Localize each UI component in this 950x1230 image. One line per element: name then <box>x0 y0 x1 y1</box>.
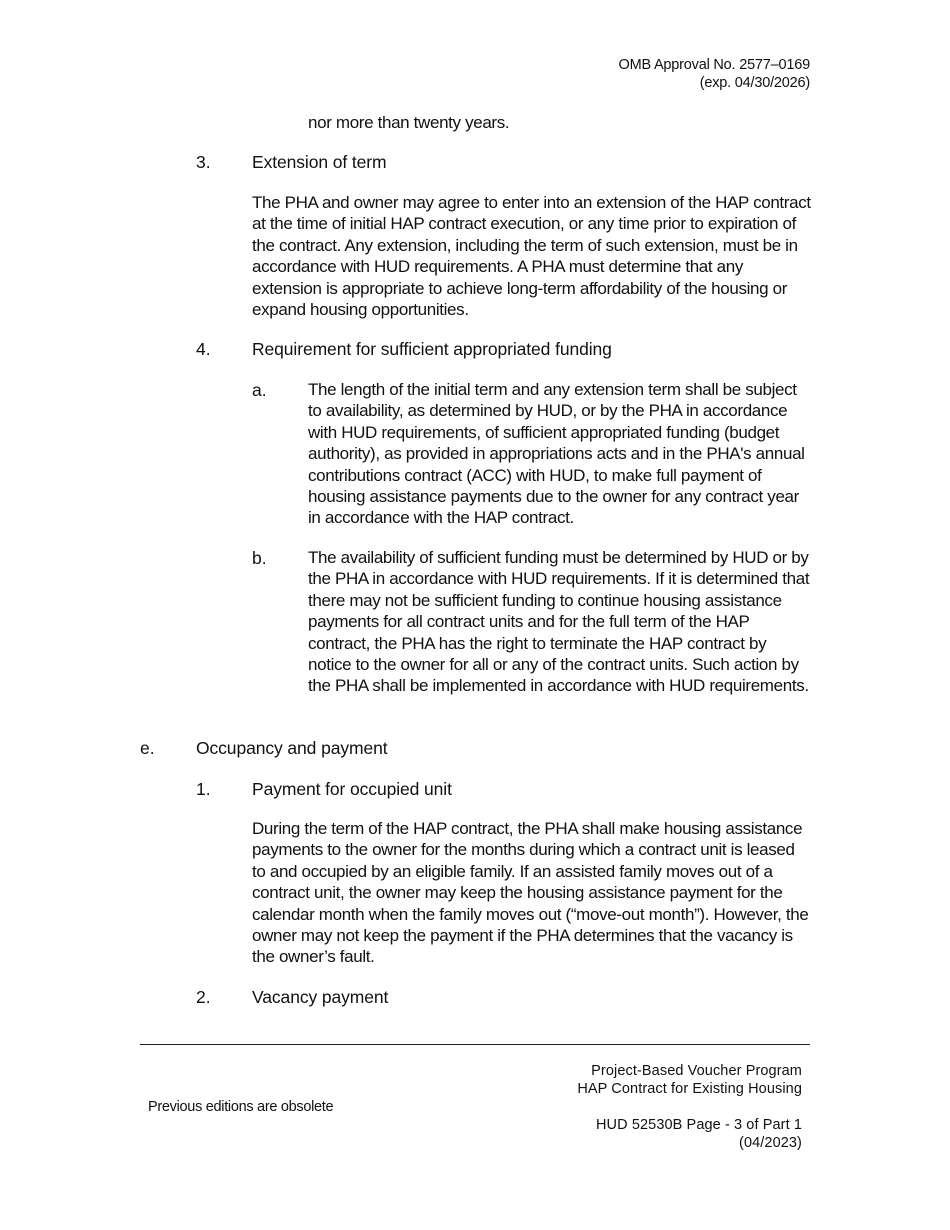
section-e-title: Occupancy and payment <box>196 738 388 758</box>
omb-approval-number: OMB Approval No. 2577–0169 <box>618 57 810 73</box>
item-4-title: Requirement for sufficient appropriated funding <box>252 339 612 359</box>
footer-obsolete-note: Previous editions are obsolete <box>148 1099 334 1115</box>
section-e-item-2-number: 2. <box>196 987 211 1007</box>
continuation-text: nor more than twenty years. <box>308 113 510 132</box>
footer-divider <box>140 1044 810 1045</box>
item-4b-paragraph: The availability of sufficient funding must be determined by HUD or by the PHA in accordance with HUD requirements. If it is determined that there may not be sufficient funding to continue housing assistance payments for all contract units and for the full term of the HAP contract, the PHA has the right to terminate the HAP contract by notice to the owner for all or any of the contract units. Such action by the PHA shall be implemented in accordance with HUD requirements. <box>308 548 810 696</box>
footer-contract-type: HAP Contract for Existing Housing <box>577 1081 802 1097</box>
section-e-item-2-title: Vacancy payment <box>252 987 389 1007</box>
section-e-item-1-number: 1. <box>196 779 211 799</box>
item-4a-marker: a. <box>252 380 267 400</box>
omb-approval-block <box>619 56 811 92</box>
footer-form-block <box>596 1116 802 1152</box>
section-e-marker: e. <box>140 738 155 758</box>
item-4-number: 4. <box>196 339 211 359</box>
section-e-item-1-title: Payment for occupied unit <box>252 779 452 799</box>
item-3-title: Extension of term <box>252 152 387 172</box>
item-3-paragraph: The PHA and owner may agree to enter into an extension of the HAP contract at the time of initial HAP contract execution, or any time prior to expiration of the contract. Any extension, including the term of such extension, must be in accordance with HUD requirements. A PHA must determine that any extension is appropriate to achieve long-term affordability of the housing or expand housing opportunities. <box>252 193 811 320</box>
item-4b-marker: b. <box>252 548 267 568</box>
footer-form-date: (04/2023) <box>739 1135 802 1151</box>
footer-form-page: HUD 52530B Page - 3 of Part 1 <box>595 1117 802 1133</box>
section-e-item-1-paragraph: During the term of the HAP contract, the PHA shall make housing assistance payments to the owner for the months during which a contract unit is leased to and occupied by an eligible family. If an assisted family moves out of a contract unit, the owner may keep the housing assistance payment for the calendar month when the family moves out (“move-out month”). However, the owner may not keep the payment if the PHA determines that the vacancy is the owner’s fault. <box>252 819 809 967</box>
item-4a-paragraph: The length of the initial term and any extension term shall be subject to availability, as determined by HUD, or by the PHA in accordance with HUD requirements, of sufficient appropriated funding (budget authority), as provided in appropriations acts and in the PHA's annual contributions contract (ACC) with HUD, to make full payment of housing assistance payments due to the owner for any contract year in accordance with the HAP contract. <box>308 380 805 528</box>
omb-expiration: (exp. 04/30/2026) <box>699 75 810 91</box>
footer-program-block <box>577 1062 802 1098</box>
item-3-number: 3. <box>196 152 211 172</box>
footer-program: Project-Based Voucher Program <box>591 1063 802 1079</box>
